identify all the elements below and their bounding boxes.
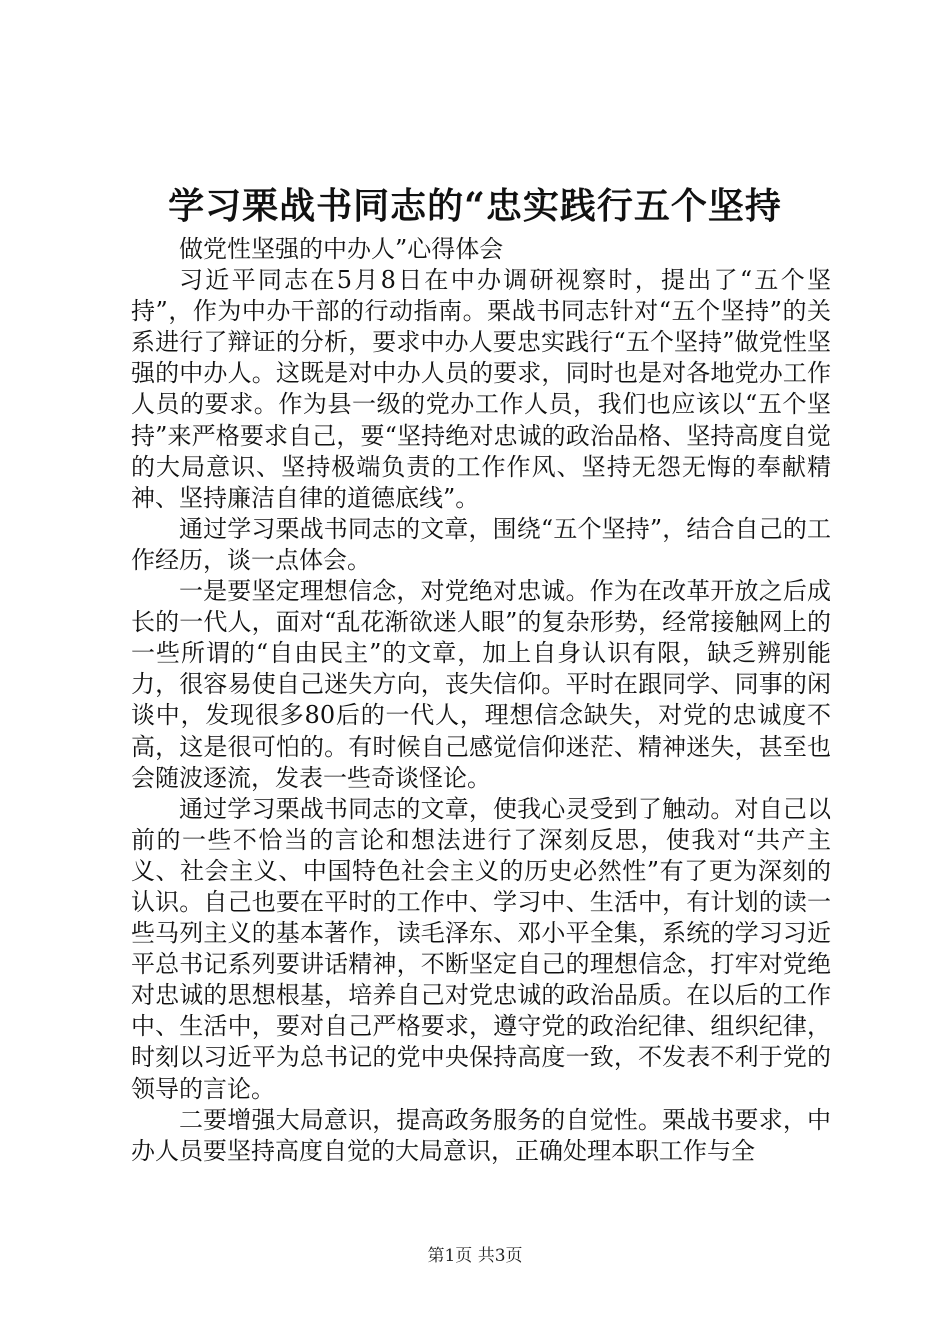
body-paragraph-4: 通过学习栗战书同志的文章，使我心灵受到了触动。对自己以前的一些不恰当的言论和想法进行了深刻反思，使我对“共产主义、社会主义、中国特色社会主义的历史必然性”有了更为深刻的认识。自己也要在平时的工作中、学习中、生活中，有计划的读一些马列主义的基本著作，读毛泽东、邓小平全集，系统的学习习近平总书记系列要讲话精神，不断坚定自己的理想信念，打牢对党绝对忠诚的思想根基，培养自己对党忠诚的政治品质。在以后的工作中、生活中，要对自己严格要求，遵守党的政治纪律、组织纪律，时刻以习近平为总书记的党中央保持高度一致，不发表不利于党的领导的言论。 [131, 794, 831, 1103]
document-body [131, 234, 831, 1167]
document-title: 学习栗战书同志的“忠实践行五个坚持 [168, 185, 782, 227]
body-paragraph-5: 二要增强大局意识，提高政务服务的自觉性。栗战书要求，中办人员要坚持高度自觉的大局意识，正确处理本职工作与全 [131, 1105, 831, 1165]
body-paragraph-1: 习近平同志在5月8日在中办调研视察时，提出了“五个坚持”，作为中办干部的行动指南。栗战书同志针对“五个坚持”的关系进行了辩证的分析，要求中办人要忠实践行“五个坚持”做党性坚强的中办人。这既是对中办人员的要求，同时也是对各地党办工作人员的要求。作为县一级的党办工作人员，我们也应该以“五个坚持”来严格要求自己，要“坚持绝对忠诚的政治品格、坚持高度自觉的大局意识、坚持极端负责的工作作风、坚持无怨无悔的奉献精神、坚持廉洁自律的道德底线”。 [131, 266, 831, 512]
body-paragraph-2: 通过学习栗战书同志的文章，围绕“五个坚持”，结合自己的工作经历，谈一点体会。 [131, 514, 831, 574]
body-paragraph-3: 一是要坚定理想信念，对党绝对忠诚。作为在改革开放之后成长的一代人，面对“乱花渐欲迷人眼”的复杂形势，经常接触网上的一些所谓的“自由民主”的文章，加上自身认识有限，缺乏辨别能力，很容易使自己迷失方向，丧失信仰。平时在跟同学、同事的闲谈中，发现很多80后的一代人，理想信念缺失，对党的忠诚度不高，这是很可怕的。有时候自己感觉信仰迷茫、精神迷失，甚至也会随波逐流，发表一些奇谈怪论。 [131, 577, 831, 792]
page-number-footer: 第1页 共3页 [427, 1246, 523, 1266]
subtitle-paragraph: 做党性坚强的中办人”心得体会 [179, 235, 504, 263]
